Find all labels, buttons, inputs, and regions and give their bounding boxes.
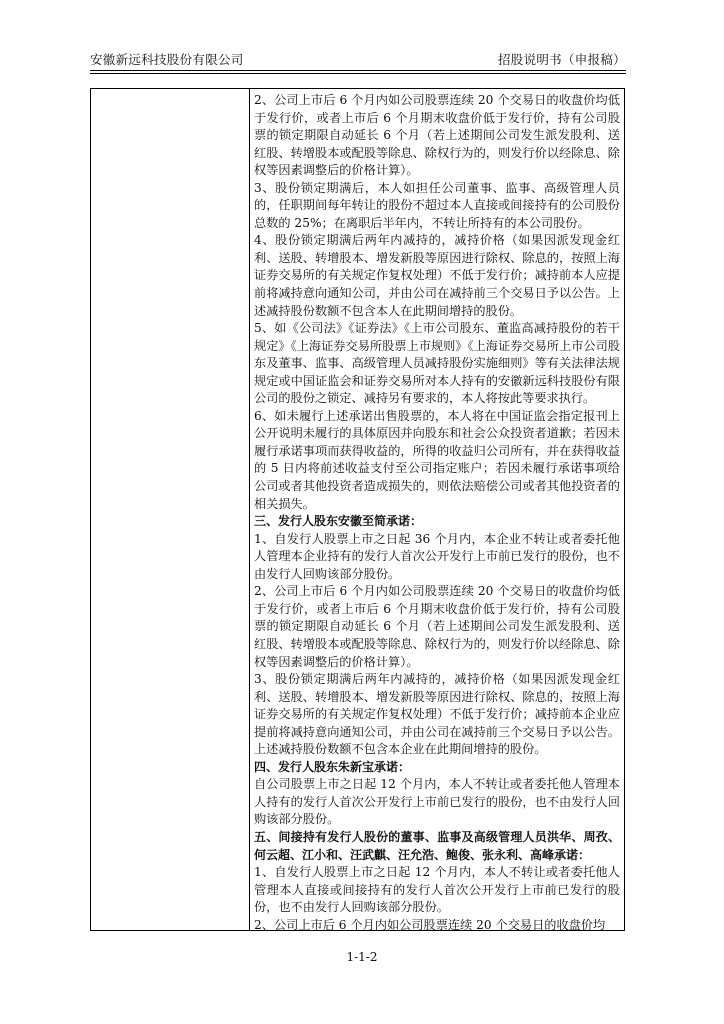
header-rule-thin: [90, 73, 626, 74]
page-header: [90, 50, 626, 70]
section-heading: 三、发行人股东安徽至简承诺：: [254, 514, 423, 529]
commitment-paragraph: 自公司股票上市之日起 12 个月内，本人不转让或者委托他人管理本人持有的发行人首次公开发行上市前已发行的股份，也不由发行人回购该部分股份。: [254, 777, 620, 827]
commitment-paragraph: 2、公司上市后 6 个月内如公司股票连续 20 个交易日的收盘价均低于发行价，或者上市后 6 个月期末收盘价低于发行价，持有公司股票的锁定期限自动延长 6 个月（若上述期间公司发生派发股利、送红股、转增股本或配股等除息、除权行为的，则发行价以经除息、除权等因素调整后的价格计算）。: [254, 93, 620, 178]
document-type: 招股说明书（申报稿）: [497, 52, 626, 67]
commitment-paragraph: 4、股份锁定期满后两年内减持的，减持价格（如果因派发现金红利、送股、转增股本、增发新股等原因进行除权、除息的，按照上海证券交易所的有关规定作复权处理）不低于发行价；减持前本人应提前将减持意向通知公司，并由公司在减持前三个交易日予以公告。上述减持股份数额不包含本人在此期间增持的股份。: [254, 233, 620, 318]
commitment-paragraph: 1、自发行人股票上市之日起 12 个月内，本人不转让或者委托他人管理本人直接或间接持有的发行人首次公开发行上市前已发行的股份，也不由发行人回购该部分股份。: [254, 865, 620, 915]
commitment-paragraph: 3、股份锁定期满后，本人如担任公司董事、监事、高级管理人员的，任职期间每年转让的股份不超过本人直接或间接持有的公司股份总数的 25%；在离职后半年内，不转让所持有的本公司股份。: [254, 180, 620, 230]
section-heading: 四、发行人股东朱新宝承诺：: [254, 759, 411, 774]
commitment-paragraph: 5、如《公司法》《证券法》《上市公司股东、董监高减持股份的若干规定》《上海证券交易所股票上市规则》《上海证券交易所上市公司股东及董事、监事、高级管理人员减持股份实施细则》等有关法律法规规定或中国证监会和证券交易所对本人持有的安徽新远科技股份有限公司的股份之锁定、减持另有要求的，本人将按此等要求执行。: [254, 321, 620, 406]
section-heading: 五、间接持有发行人股份的董事、监事及高级管理人员洪华、周孜、何云超、江小和、汪武麒、汪允浩、鲍俊、张永利、高峰承诺：: [254, 829, 620, 862]
commitment-paragraph: 6、如未履行上述承诺出售股票的，本人将在中国证监会指定报刊上公开说明未履行的具体原因并向股东和社会公众投资者道歉；若因未履行承诺事项而获得收益的，所得的收益归公司所有，并在获得收益的 5 日内将前述收益支付至公司指定账户；若因未履行承诺事项给公司或者其他投资者造成损失的，则依法赔偿公司或者其他投资者的相关损失。: [254, 408, 620, 511]
page-number: 1-1-2: [346, 950, 378, 964]
commitment-text-cell: [254, 92, 620, 934]
column-divider: [249, 89, 250, 930]
header-rule-thick: [90, 70, 626, 71]
commitment-paragraph: 2、公司上市后 6 个月内如公司股票连续 20 个交易日的收盘价均: [254, 917, 606, 932]
commitment-paragraph: 3、股份锁定期满后两年内减持的，减持价格（如果因派发现金红利、送股、转增股本、增发新股等原因进行除权、除息的，按照上海证券交易所的有关规定作复权处理）不低于发行价；减持前本企业应提前将减持意向通知公司，并由公司在减持前三个交易日予以公告。上述减持股份数额不包含本企业在此期间增持的股份。: [254, 672, 620, 757]
commitment-paragraph: 1、自发行人股票上市之日起 36 个月内，本企业不转让或者委托他人管理本企业持有的发行人首次公开发行上市前已发行的股份，也不由发行人回购该部分股份。: [254, 531, 620, 581]
commitment-table: [90, 88, 625, 931]
company-name: 安徽新远科技股份有限公司: [90, 52, 244, 67]
commitment-paragraph: 2、公司上市后 6 个月内如公司股票连续 20 个交易日的收盘价均低于发行价，或者上市后 6 个月期末收盘价低于发行价，持有公司股票的锁定期限自动延长 6 个月（若上述期间公司发生派发股利、送红股、转增股本或配股等除息、除权行为的，则发行价以经除息、除权等因素调整后的价格计算）。: [254, 584, 620, 669]
